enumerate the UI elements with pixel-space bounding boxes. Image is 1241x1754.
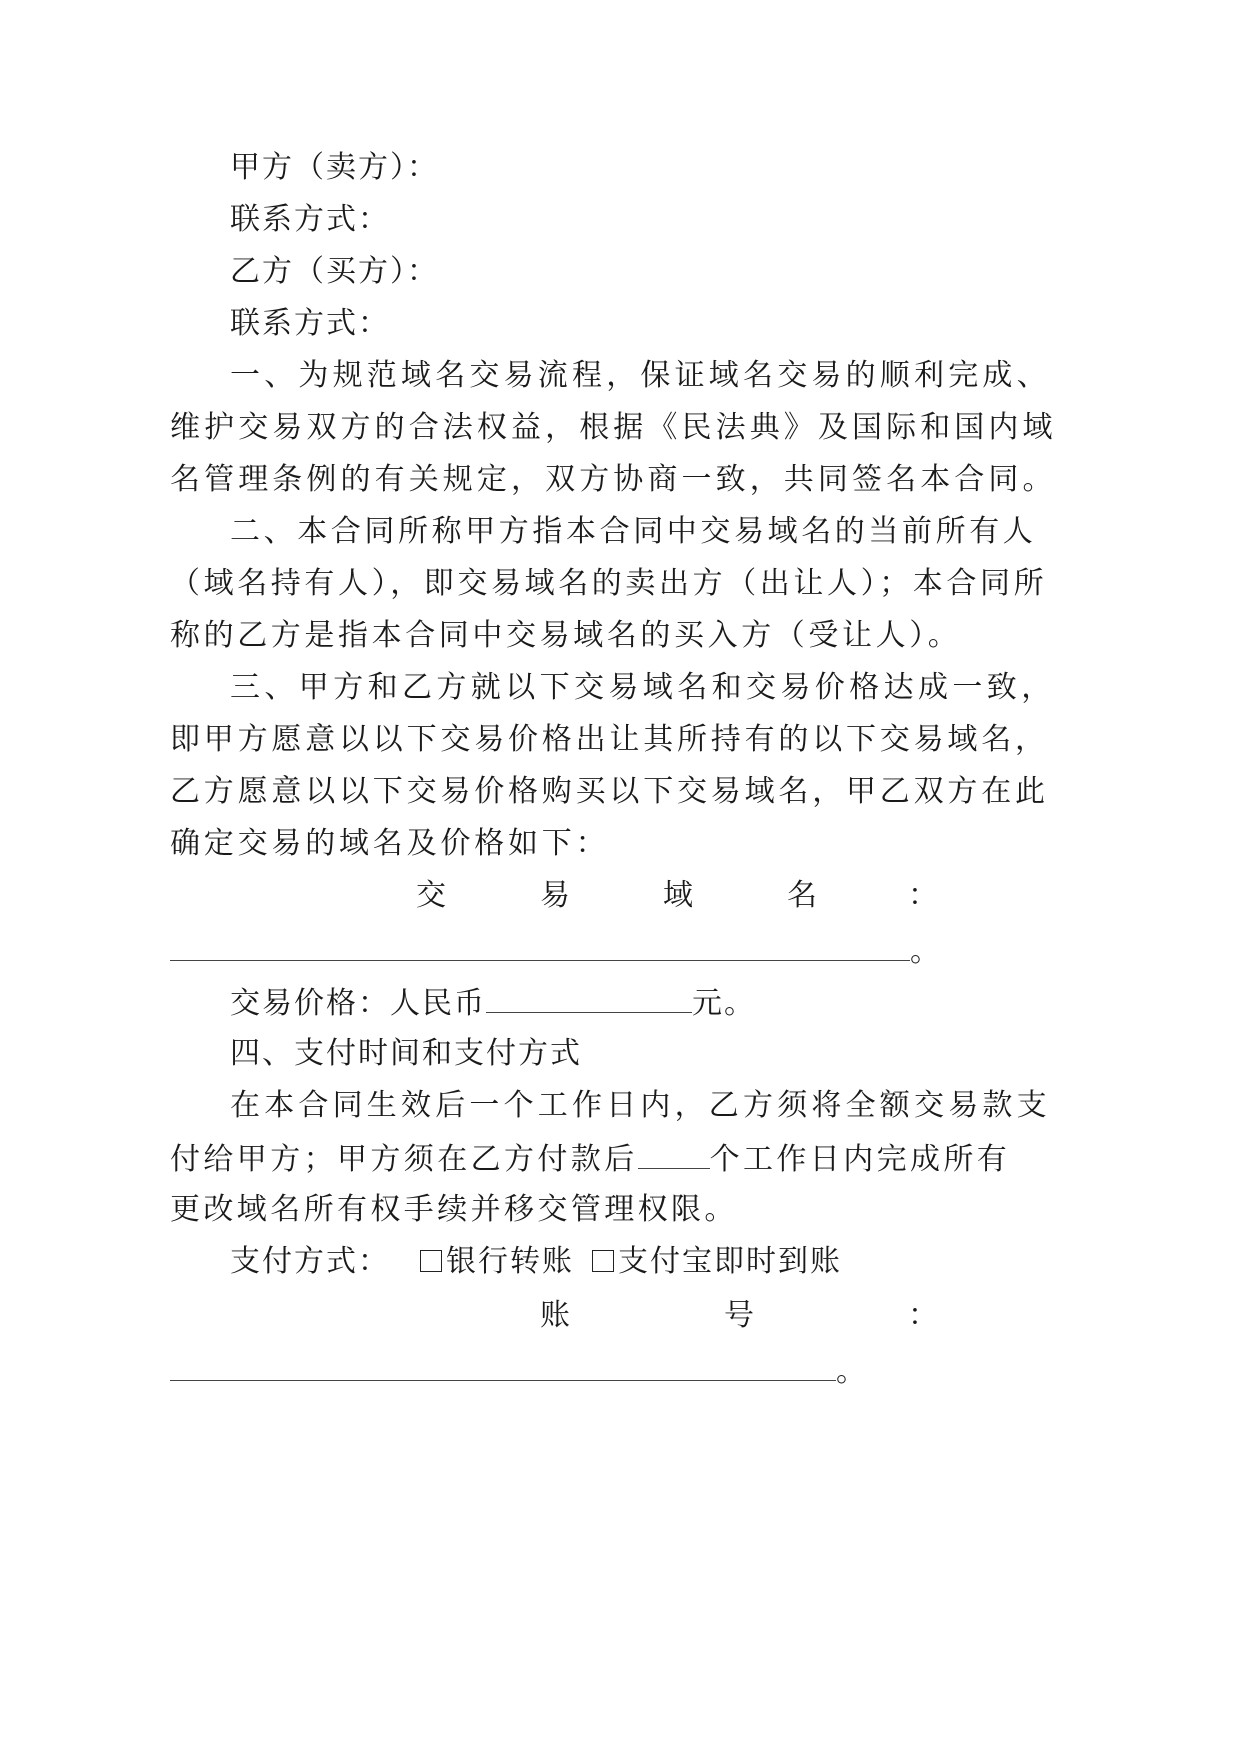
alipay-checkbox[interactable] [592,1250,614,1272]
party-b-contact-label: 联系方式： [230,306,390,341]
domain-label-char-3: 域 [663,878,695,913]
payment-method-line [230,1242,842,1282]
bank-transfer-label: 银行转账 [446,1244,574,1279]
domain-end-mark: 。 [910,934,942,969]
clause3-line1: 三、甲方和乙方就以下交易域名和交易价格达成一致， [230,670,1056,705]
domain-label-char-1: 交 [416,878,448,913]
price-blank[interactable] [486,982,692,1013]
price-label: 交易价格：人民币 [230,986,486,1021]
domain-label-char-4: 名 [787,878,819,913]
alipay-label: 支付宝即时到账 [618,1244,842,1279]
price-unit: 元。 [692,986,756,1021]
account-end-mark: 。 [836,1354,868,1389]
account-label-colon: ： [908,1298,940,1333]
clause3-line3: 乙方愿意以以下交易价格购买以下交易域名，甲乙双方在此 [170,774,1049,809]
clause4-line2-part2: 个工作日内完成所有 [709,1142,1011,1177]
bank-transfer-checkbox[interactable] [420,1250,442,1272]
clause2-line3: 称的乙方是指本合同中交易域名的买入方（受让人）。 [170,618,962,653]
party-a-label: 甲方（卖方）： [230,150,439,185]
domain-label-char-2: 易 [540,878,572,913]
party-a-contact-label: 联系方式： [230,202,390,237]
account-label-char-1: 账 [540,1298,572,1333]
clause3-line2: 即甲方愿意以以下交易价格出让其所持有的以下交易域名， [170,722,1049,757]
account-fill-line [170,1350,868,1390]
clause4-line2-part1: 付给甲方；甲方须在乙方付款后 [170,1142,638,1177]
workdays-blank[interactable] [638,1138,710,1169]
clause1-line2: 维护交易双方的合法权益，根据《民法典》及国际和国内域 [170,410,1057,445]
account-label-char-2: 号 [724,1298,756,1333]
clause4-line3: 更改域名所有权手续并移交管理权限。 [170,1192,738,1227]
clause1-line3: 名管理条例的有关规定，双方协商一致，共同签名本合同。 [170,462,1057,497]
price-line [230,982,756,1022]
payment-method-label: 支付方式： [230,1244,390,1279]
domain-blank[interactable] [170,930,910,961]
clause1-line1: 一、为规范域名交易流程，保证域名交易的顺利完成、 [230,358,1051,393]
clause2-line2: （域名持有人），即交易域名的卖出方（出让人）；本合同所 [170,566,1048,601]
clause4-line2 [170,1138,1010,1178]
domain-fill-line [170,930,942,970]
account-blank[interactable] [170,1350,836,1381]
party-b-label: 乙方（买方）： [230,254,439,289]
clause2-line1: 二、本合同所称甲方指本合同中交易域名的当前所有人 [230,514,1037,549]
domain-label-colon: ： [908,878,940,913]
clause4-line1: 在本合同生效后一个工作日内，乙方须将全额交易款支 [230,1088,1051,1123]
clause4-title: 四、支付时间和支付方式 [230,1036,582,1071]
clause3-line4: 确定交易的域名及价格如下： [170,826,610,861]
